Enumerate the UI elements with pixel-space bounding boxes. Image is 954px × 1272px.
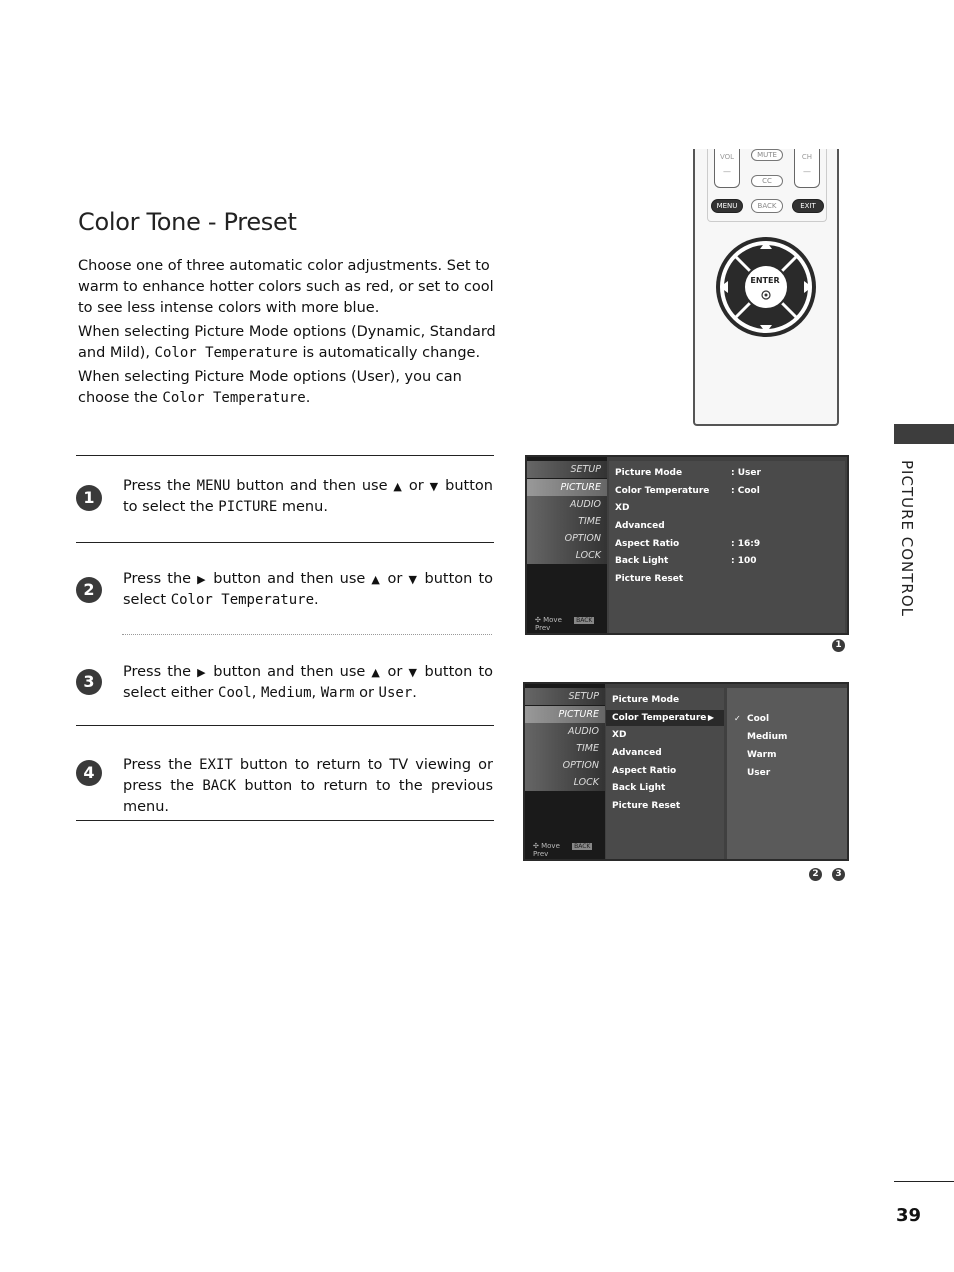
row-xd[interactable]: XD <box>615 503 630 513</box>
step-number-1: 1 <box>76 485 102 511</box>
menu-footer <box>533 842 605 858</box>
menu-term: MENU <box>196 478 231 494</box>
right-arrow-icon: ▶ <box>197 666 208 679</box>
ch-rocker[interactable] <box>794 149 820 188</box>
text: or <box>381 664 409 680</box>
option-term: Medium <box>260 685 312 701</box>
figure-marker-2: 2 <box>809 868 822 881</box>
menu-item-lock[interactable]: LOCK <box>527 547 607 564</box>
menu-sidebar <box>525 684 605 859</box>
up-arrow-icon: ▲ <box>371 666 382 679</box>
row-advanced[interactable]: Advanced <box>612 748 662 758</box>
menu-item-picture[interactable]: PICTURE <box>527 479 607 496</box>
figure-marker-1: 1 <box>832 639 845 652</box>
dotted-divider <box>122 634 492 635</box>
option-user[interactable]: User <box>747 768 771 778</box>
menu-item-time[interactable]: TIME <box>525 740 605 757</box>
menu-footer <box>535 616 607 632</box>
step-1-text <box>123 476 493 518</box>
text: , <box>311 685 321 701</box>
move-label: Move <box>543 616 562 624</box>
menu-item-option[interactable]: OPTION <box>527 530 607 547</box>
text: button to select either <box>123 664 493 701</box>
exit-button[interactable]: EXIT <box>792 199 824 213</box>
menu-item-picture[interactable]: PICTURE <box>525 706 605 723</box>
row-back-light[interactable]: Back Light <box>612 783 666 793</box>
text: or <box>354 685 379 701</box>
step-number-3: 3 <box>76 669 102 695</box>
row-xd[interactable]: XD <box>612 730 627 740</box>
intro-text: When selecting Picture Mode options (Dynamic, Standard and Mild), <box>78 324 496 361</box>
row-label: Color Temperature <box>612 713 707 723</box>
cc-button[interactable]: CC <box>751 175 783 187</box>
color-temperature-term: Color Temperature <box>170 592 314 608</box>
option-medium[interactable]: Medium <box>747 732 788 742</box>
text: button and then use <box>207 571 372 587</box>
value-color-temperature: : Cool <box>731 486 760 496</box>
text: . <box>314 592 319 608</box>
menu-item-setup[interactable]: SETUP <box>527 461 607 478</box>
navigation-pad[interactable] <box>714 235 818 339</box>
down-arrow-icon: ▼ <box>408 666 419 679</box>
divider <box>76 455 494 456</box>
step-3-text <box>123 662 493 704</box>
menu-item-audio[interactable]: AUDIO <box>525 723 605 740</box>
row-aspect-ratio[interactable]: Aspect Ratio <box>612 766 677 776</box>
color-temperature-options <box>727 688 847 859</box>
up-arrow-icon: ▲ <box>393 480 404 493</box>
text: button to return to the previous menu. <box>123 778 493 815</box>
divider <box>76 725 494 726</box>
menu-item-time[interactable]: TIME <box>527 513 607 530</box>
intro-text: is automatically change. <box>297 345 481 361</box>
value-picture-mode: : User <box>731 468 761 478</box>
value-back-light: : 100 <box>731 556 757 566</box>
text: button to return to TV viewing or press the <box>123 757 493 794</box>
prev-label: Prev <box>535 624 551 632</box>
row-picture-reset[interactable]: Picture Reset <box>615 574 684 584</box>
text: , <box>251 685 261 701</box>
text: . <box>412 685 417 701</box>
remote-control-illustration <box>693 149 839 426</box>
text: Press the <box>123 664 198 680</box>
text: Press the <box>123 478 197 494</box>
menu-item-lock[interactable]: LOCK <box>525 774 605 791</box>
divider <box>76 542 494 543</box>
back-key-label: BACK <box>574 843 591 850</box>
text: button to select the <box>123 478 493 515</box>
menu-item-setup[interactable]: SETUP <box>525 688 605 705</box>
menu-screen-2 <box>523 682 849 861</box>
minus-label: — <box>723 167 731 176</box>
row-color-temperature-selected[interactable] <box>606 710 724 726</box>
color-temperature-term: Color Temperature <box>154 345 298 361</box>
option-warm[interactable]: Warm <box>747 750 777 760</box>
step-4-text <box>123 755 493 818</box>
text: button to select <box>123 571 493 608</box>
menu-screen-1 <box>525 455 849 635</box>
text: Press the <box>123 571 198 587</box>
menu-item-audio[interactable]: AUDIO <box>527 496 607 513</box>
down-arrow-icon: ▼ <box>408 573 419 586</box>
picture-submenu <box>606 688 724 859</box>
step-number-4: 4 <box>76 760 102 786</box>
row-advanced[interactable]: Advanced <box>615 521 665 531</box>
mute-button[interactable]: MUTE <box>751 149 783 161</box>
intro-text: . <box>305 390 311 406</box>
picture-submenu <box>609 461 845 633</box>
text: or <box>381 571 409 587</box>
intro-text: When selecting Picture Mode options (User), you can choose the <box>78 369 462 406</box>
submenu-arrow-icon: ▶ <box>707 713 714 722</box>
ch-label: CH <box>801 153 813 161</box>
prev-label: Prev <box>533 850 549 858</box>
row-picture-mode[interactable]: Picture Mode <box>612 695 680 705</box>
text: button and then use <box>207 664 372 680</box>
option-term: User <box>378 685 413 701</box>
row-picture-reset[interactable]: Picture Reset <box>612 801 681 811</box>
move-icon: ✣ <box>533 842 539 850</box>
section-tab <box>894 424 954 444</box>
exit-term: EXIT <box>199 757 233 773</box>
step-2-text <box>123 569 493 611</box>
page-rule <box>894 1181 954 1182</box>
page-title: Color Tone - Preset <box>78 208 297 236</box>
up-arrow-icon: ▲ <box>371 573 382 586</box>
text: Press the <box>123 757 200 773</box>
menu-item-option[interactable]: OPTION <box>525 757 605 774</box>
menu-sidebar <box>527 457 607 633</box>
vol-label: VOL <box>719 153 735 161</box>
option-cool[interactable]: Cool <box>747 714 770 724</box>
row-color-temperature[interactable]: Color Temperature <box>615 486 710 496</box>
check-icon: ✓ <box>734 714 741 723</box>
right-arrow-icon: ▶ <box>197 573 208 586</box>
vol-rocker[interactable] <box>714 149 740 188</box>
down-arrow-icon: ▼ <box>429 480 440 493</box>
row-aspect-ratio[interactable]: Aspect Ratio <box>615 539 680 549</box>
figure-marker-3: 3 <box>832 868 845 881</box>
option-term: Cool <box>218 685 252 701</box>
step-number-2: 2 <box>76 577 102 603</box>
menu-button[interactable]: MENU <box>711 199 743 213</box>
intro-paragraph-2 <box>78 322 498 364</box>
back-button[interactable]: BACK <box>751 199 783 213</box>
page-number: 39 <box>896 1205 922 1226</box>
row-picture-mode[interactable]: Picture Mode <box>615 468 683 478</box>
picture-term: PICTURE <box>218 499 278 515</box>
move-label: Move <box>541 842 560 850</box>
option-term: Warm <box>320 685 355 701</box>
enter-button[interactable]: ENTER <box>750 276 780 285</box>
text: menu. <box>277 499 328 515</box>
text: button and then use <box>230 478 394 494</box>
value-aspect-ratio: : 16:9 <box>731 539 761 549</box>
color-temperature-term: Color Temperature <box>162 390 306 406</box>
intro-paragraph-3 <box>78 367 498 409</box>
back-key-label: BACK <box>576 617 593 624</box>
divider <box>76 820 494 821</box>
text: or <box>403 478 430 494</box>
row-back-light[interactable]: Back Light <box>615 556 669 566</box>
section-label: PICTURE CONTROL <box>898 460 916 618</box>
back-term: BACK <box>202 778 237 794</box>
intro-paragraph-1: Choose one of three automatic color adjustments. Set to warm to enhance hotter colors such as red, or set to cool to see less intense colors with more blue. <box>78 258 494 316</box>
minus-label: — <box>803 167 811 176</box>
move-icon: ✣ <box>535 616 541 624</box>
